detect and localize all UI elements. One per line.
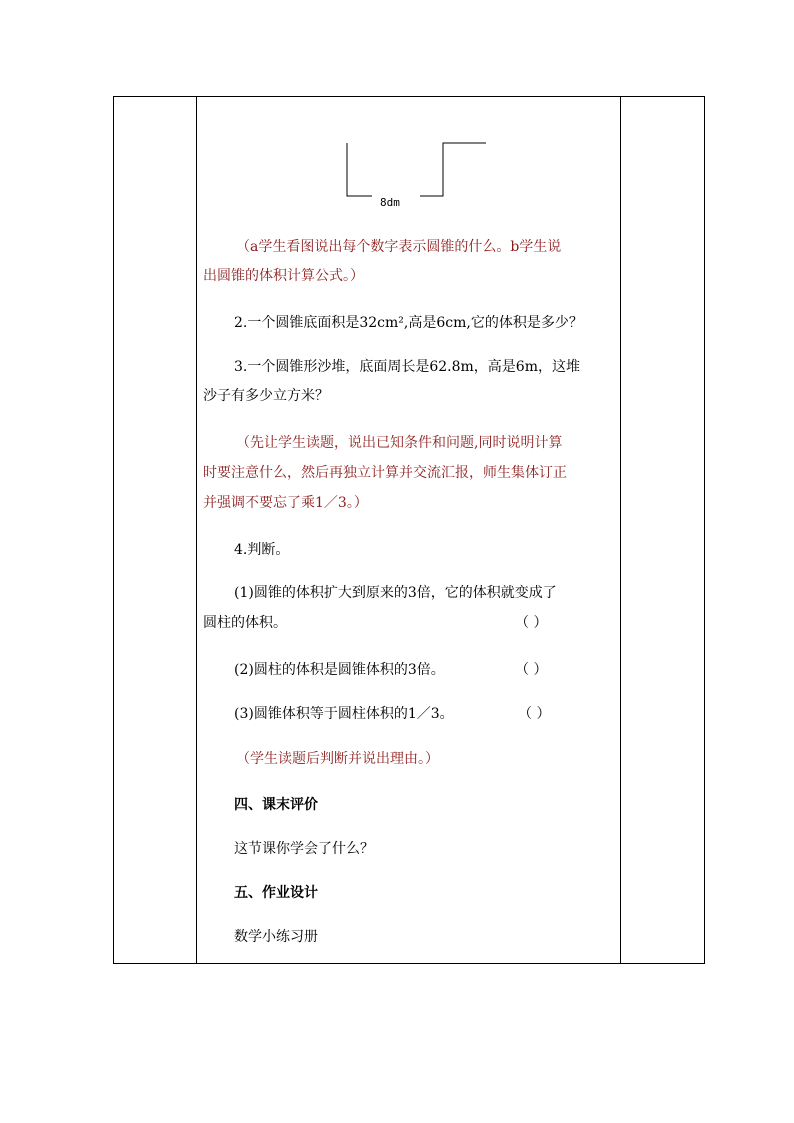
figure-right-bracket: [420, 143, 486, 196]
judgement-3-answer-blank: （ ）: [518, 706, 551, 722]
teaching-note-a-line2: 出圆锥的体积计算公式。）: [203, 268, 364, 284]
question-4: 4.判断。: [234, 542, 290, 558]
judgement-3: (3)圆锥体积等于圆柱体积的1／3。: [234, 706, 454, 722]
teaching-note-b-line2: 时要注意什么，然后再独立计算并交流汇报，师生集体订正: [203, 465, 567, 481]
teaching-note-a-line1: （a学生看图说出每个数字表示圆锥的什么。b学生说: [236, 239, 562, 255]
lesson-table: [113, 96, 705, 964]
judgement-2: (2)圆柱的体积是圆锥体积的3倍。: [234, 662, 445, 678]
table-column-divider-right: [620, 97, 621, 963]
judgement-1-line2: 圆柱的体积。: [203, 615, 287, 631]
judgement-1-line1: (1)圆锥的体积扩大到原来的3倍，它的体积就变成了: [234, 585, 557, 601]
table-column-divider-left: [196, 97, 197, 963]
section-4-text: 这节课你学会了什么？: [234, 841, 374, 857]
judgement-1-answer-blank: （ ）: [515, 615, 548, 631]
cylinder-cone-figure: [340, 138, 500, 208]
teaching-note-b-line3: 并强调不要忘了乘1／3。）: [203, 495, 368, 511]
question-3-line2: 沙子有多少立方米？: [203, 388, 329, 404]
question-3-line1: 3.一个圆锥形沙堆，底面周长是62.8m，高是6m，这堆: [234, 359, 580, 375]
figure-dimension-label: 8dm: [380, 196, 400, 209]
figure-left-bracket: [347, 143, 372, 196]
question-2: 2.一个圆锥底面积是32cm²,高是6cm,它的体积是多少？: [234, 315, 583, 331]
section-4-heading: 四、课末评价: [234, 797, 318, 813]
teaching-note-c: （学生读题后判断并说出理由。）: [236, 751, 439, 767]
teaching-note-b-line1: （先让学生读题，说出已知条件和问题,同时说明计算: [236, 435, 563, 451]
judgement-2-answer-blank: （ ）: [515, 662, 548, 678]
section-5-text: 数学小练习册: [234, 929, 318, 945]
section-5-heading: 五、作业设计: [234, 885, 318, 901]
